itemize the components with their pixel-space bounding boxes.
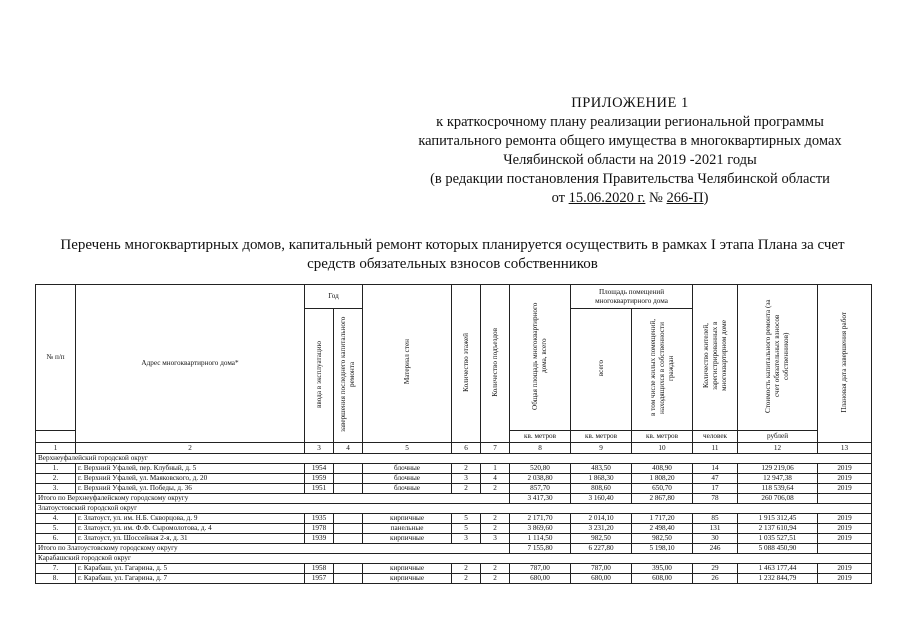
col-header-address: Адрес многоквартирного дома*	[76, 285, 305, 443]
list-heading: Перечень многоквартирных домов, капитальный ремонт которых планируется осуществить в рамках I этапа Плана за счет средств обязательных взносов собственников	[60, 237, 845, 272]
units-empty	[36, 431, 76, 443]
col-header-num: № п/п	[36, 285, 76, 431]
col-header-premises-owned: в том числе жилых помещений, находящихся в собственности граждан	[632, 309, 693, 431]
table-row: 5. г. Златоуст, ул. им. Ф.Ф. Сыромолотова, д. 4 1978 панельные 5 2 3 869,60 3 231,20 2 498,40 131 2 137 610,94 2019	[36, 524, 872, 534]
col-header-premises: Площадь помещений многоквартирного дома	[571, 285, 693, 309]
appendix-title: ПРИЛОЖЕНИЕ 1	[571, 95, 689, 111]
col-header-wall: Материал стен	[363, 285, 452, 443]
header-line: капитального ремонта общего имущества в многоквартирных домах	[418, 133, 842, 149]
table-row: 3. г. Верхний Уфалей, ул. Победы, д. 36 1951 блочные 2 2 857,70 808,60 650,70 17 118 539,64 2019	[36, 484, 872, 494]
col-header-deadline: Плановая дата завершения работ	[818, 285, 872, 443]
unit-sqm: кв. метров	[571, 431, 632, 443]
decree-reference: от 15.06.2020 г. № 266-П)	[551, 190, 709, 206]
col-header-total-area: Общая площадь многоквартирного дома, всего	[510, 285, 571, 431]
unit-rub: рублей	[738, 431, 818, 443]
group-row: Карабашский городской округ	[36, 554, 872, 564]
col-header-year-commission: ввода в эксплуатацию	[305, 309, 334, 443]
col-header-year-last-repair: завершения последнего капитального ремонта	[334, 309, 363, 443]
decree-number: 266-П	[666, 190, 704, 206]
header-line: (в редакции постановления Правительства Челябинской области	[430, 171, 830, 187]
col-header-entrances: Количество подъездов	[481, 285, 510, 443]
col-header-floors: Количество этажей	[452, 285, 481, 443]
table-row: 6. г. Златоуст, ул. Шоссейная 2-я, д. 31 1939 кирпичные 3 3 1 114,50 982,50 982,50 30 1 035 527,51 2019	[36, 534, 872, 544]
group-row: Златоустовский городской округ	[36, 504, 872, 514]
table-row: 1. г. Верхний Уфалей, пер. Клубный, д. 5 1954 блочные 2 1 520,80 483,50 408,90 14 129 219,06 2019	[36, 464, 872, 474]
col-header-premises-total: всего	[571, 309, 632, 431]
header-line: к краткосрочному плану реализации региональной программы	[436, 114, 824, 130]
unit-sqm: кв. метров	[510, 431, 571, 443]
table-row: 2. г. Верхний Уфалей, ул. Маяковского, д. 20 1959 блочные 3 4 2 038,80 1 868,30 1 808,20 47 12 947,38 2019	[36, 474, 872, 484]
table-row: 4. г. Златоуст, ул. им. Н.Б. Скворцова, д. 9 1935 кирпичные 5 2 2 171,70 2 014,10 1 717,20 85 1 915 312,45 2019	[36, 514, 872, 524]
total-row: Итого по Верхнеуфалейскому городскому округу 3 417,30 3 160,40 2 867,80 78 260 706,08	[36, 494, 872, 504]
table-row: 8. г. Карабаш, ул. Гагарина, д. 7 1957 кирпичные 2 2 680,00 680,00 608,00 26 1 232 844,79 2019	[36, 574, 872, 584]
unit-sqm: кв. метров	[632, 431, 693, 443]
table-row: 7. г. Карабаш, ул. Гагарина, д. 5 1958 кирпичные 2 2 787,00 787,00 395,00 29 1 463 177,44 2019	[36, 564, 872, 574]
col-header-residents: Количество жителей, зарегистрированных в многоквартирном доме	[693, 285, 738, 431]
unit-people: человек	[693, 431, 738, 443]
decree-date: 15.06.2020 г.	[568, 190, 646, 206]
col-header-cost: Стоимость капитального ремонта (за счет обязательных взносов собственников)	[738, 285, 818, 431]
col-header-year: Год	[305, 285, 363, 309]
header-line: Челябинской области на 2019 -2021 годы	[503, 152, 757, 168]
group-row: Верхнеуфалейский городской округ	[36, 454, 872, 464]
total-row: Итого по Златоустовскому городскому округу 7 155,80 6 227,80 5 198,10 246 5 088 450,90	[36, 544, 872, 554]
houses-table	[35, 284, 872, 584]
column-number-row: 1 2 3 4 5 6 7 8 9 10 11 12 13	[36, 443, 872, 454]
